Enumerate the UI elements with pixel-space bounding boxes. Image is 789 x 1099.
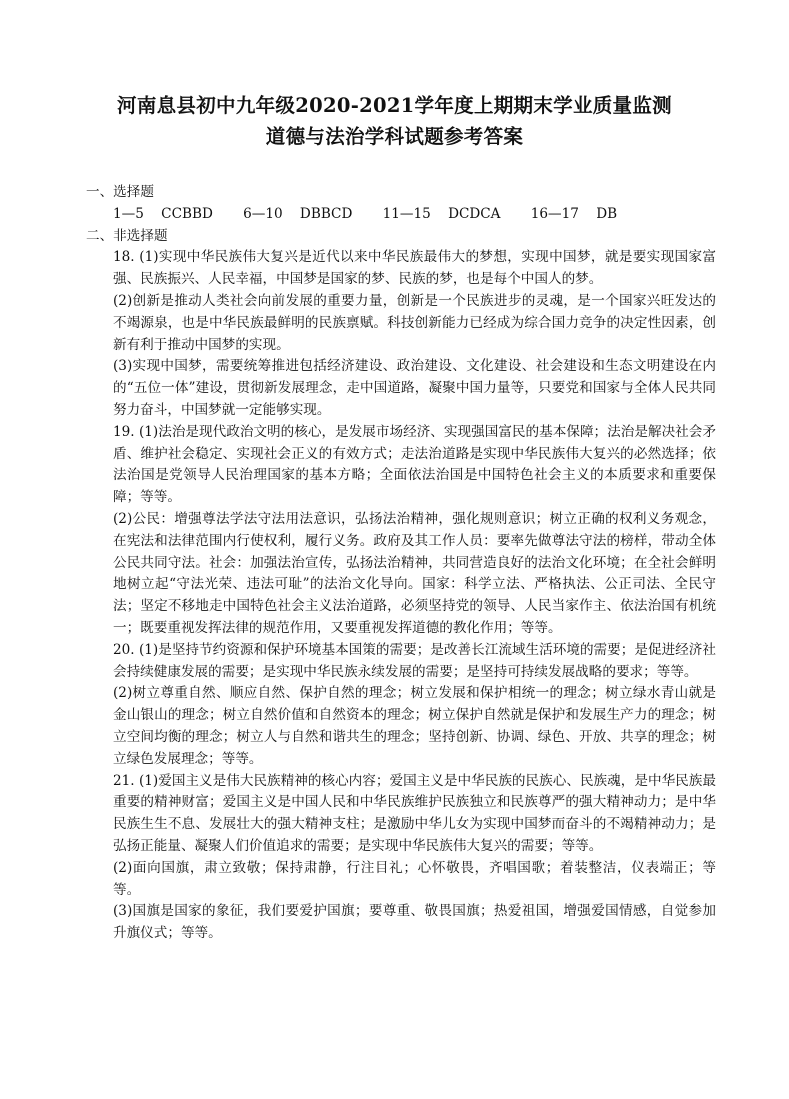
answer-paragraph: 19. (1)法治是现代政治文明的核心，是发展市场经济、实现强国富民的基本保障；法治是解决社会矛盾、维护社会稳定、实现社会正义的有效方式；走法治道路是实现中华民族伟大复兴的必然选择；依法治国是党领导人民治理国家的基本方略；全面依法治国是中国特色社会主义的本质要求和重要保障；等等。: [113, 423, 716, 506]
section-heading-multiple-choice: 一、选择题: [86, 184, 154, 200]
answer-paragraph: (2)公民：增强尊法学法守法用法意识，弘扬法治精神，强化规则意识；树立正确的权利义务观念，在宪法和法律范围内行使权利，履行义务。政府及其工作人员：要率先做尊法守法的榜样，带动全体公民共同守法。社会：加强法治宣传，弘扬法治精神，共同营造良好的法治文化环境；在全社会鲜明地树立起“守法光荣、违法可耻”的法治文化导向。国家：科学立法、严格执法、公正司法、全民守法；坚定不移地走中国特色社会主义法治道路，必须坚持党的领导、人民当家作主、依法治国有机统一；既要重视发挥法律的规范作用，又要重视发挥道德的教化作用；等等。: [113, 510, 716, 636]
answer-paragraph: (3)实现中国梦，需要统筹推进包括经济建设、政治建设、文化建设、社会建设和生态文明建设在内的“五位一体”建设，贯彻新发展理念，走中国道路，凝聚中国力量等，只要党和国家与全体人民共同努力奋斗，中国梦就一定能够实现。: [113, 358, 716, 418]
section-heading-non-choice: 二、非选择题: [86, 227, 168, 244]
answer-paragraph: 18. (1)实现中华民族伟大复兴是近代以来中华民族最伟大的梦想，实现中国梦，就是要实现国家富强、民族振兴、人民幸福，中国梦是国家的梦、民族的梦，也是每个中国人的梦。: [113, 249, 716, 288]
document-title: 河南息县初中九年级2020-2021学年度上期期末学业质量监测: [117, 94, 672, 117]
answer-paragraph: (2)创新是推动人类社会向前发展的重要力量，创新是一个民族进步的灵魂，是一个国家兴旺发达的不竭源泉，也是中华民族最鲜明的民族禀赋。科技创新能力已经成为综合国力竞争的决定性因素，创新有利于推动中国梦的实现。: [113, 292, 716, 353]
document-body: [86, 182, 716, 945]
answer-paragraph: (2)面向国旗，肃立致敬；保持肃静，行注目礼；心怀敬畏，齐唱国歌；着装整洁，仪表端正；等等。: [113, 859, 716, 898]
answer-paragraph: 21. (1)爱国主义是伟大民族精神的核心内容；爱国主义是中华民族的民族心、民族魂，是中华民族最重要的精神财富；爱国主义是中国人民和中华民族维护民族独立和民族尊严的强大精神动力；是中华民族生生不息、发展壮大的强大精神支柱；是激励中华儿女为实现中国梦而奋斗的不竭精神动力；是弘扬正能量、凝聚人们价值追求的需要；是实现中华民族伟大复兴的需要；等等。: [113, 772, 716, 854]
answer-paragraph: (3)国旗是国家的象征，我们要爱护国旗；要尊重、敬畏国旗；热爱祖国，增强爱国情感，自觉参加升旗仪式；等等。: [113, 903, 716, 942]
document-subtitle: 道德与法治学科试题参考答案: [265, 125, 524, 148]
answer-paragraph: 20. (1)是坚持节约资源和保护环境基本国策的需要；是改善长江流域生活环境的需要；是促进经济社会持续健康发展的需要；是实现中华民族永续发展的需要；是坚持可持续发展战略的要求；等等。: [113, 641, 716, 680]
answer-paragraph: (2)树立尊重自然、顺应自然、保护自然的理念；树立发展和保护相统一的理念；树立绿水青山就是金山银山的理念；树立自然价值和自然资本的理念；树立保护自然就是保护和发展生产力的理念；树立空间均衡的理念；树立人与自然和谐共生的理念；坚持创新、协调、绿色、开放、共享的理念；树立绿色发展理念；等等。: [113, 685, 716, 767]
multiple-choice-answers: 1—5 CCBBD 6—10 DBBCD 11—15 DCDCA 16—17 DB: [113, 205, 618, 222]
